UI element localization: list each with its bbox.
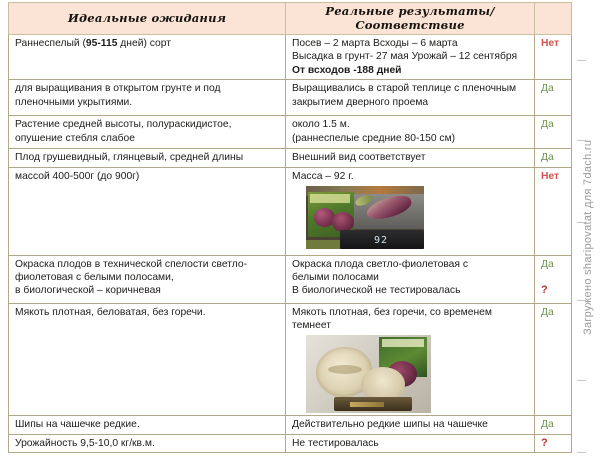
cell-real: Внешний вид соответствует xyxy=(286,149,535,167)
real-line: Выращивались в старой теплице с пленочным xyxy=(292,83,517,95)
cell-status xyxy=(535,35,572,80)
table-row xyxy=(9,255,572,303)
ideal-line: Окраска плодов в технической спелости светло- xyxy=(15,258,248,270)
ideal-line: в биологической – коричневая xyxy=(15,285,161,297)
status-badge: Нет xyxy=(541,170,560,182)
real-line: закрытием дверного проема xyxy=(292,96,429,108)
status-badge: Да xyxy=(541,306,554,318)
ideal-line: Растение средней высоты, полураскидистое, xyxy=(15,119,232,131)
table-row xyxy=(9,149,572,167)
ideal-line: пленочными укрытиями. xyxy=(15,96,133,108)
eggplants-on-scale-photo xyxy=(306,186,424,249)
knife-blade-highlight xyxy=(350,402,384,407)
cell-real xyxy=(286,255,535,303)
real-line: темнеет xyxy=(292,320,331,332)
column-header-ideal: Идеальные ожидания xyxy=(9,3,286,35)
cell-ideal: Плод грушевидный, глянцевый, средней длины xyxy=(9,149,286,167)
real-line: Окраска плода светло-фиолетовая с xyxy=(292,258,468,270)
real-line: В биологической не тестировалась xyxy=(292,285,461,297)
real-line: белыми полосами xyxy=(292,272,379,284)
ideal-line: для выращивания в открытом грунте и под xyxy=(15,83,221,95)
table-header-row xyxy=(9,3,572,35)
photo-wrapper xyxy=(306,335,529,413)
cell-ideal xyxy=(9,116,286,149)
cell-real xyxy=(286,167,535,255)
column-header-status xyxy=(535,3,572,35)
ideal-text-part2: дней) сорт xyxy=(117,38,171,49)
cell-ideal xyxy=(9,35,286,80)
cut-eggplant-flesh-photo xyxy=(306,335,431,413)
real-line-emphasis: От всходов -188 дней xyxy=(292,64,402,76)
cell-status xyxy=(535,434,572,452)
cell-ideal: Мякоть плотная, беловатая, без горечи. xyxy=(9,303,286,416)
status-badge: Да xyxy=(541,119,554,131)
real-line: Мякоть плотная, без горечи, со временем xyxy=(292,306,492,318)
cell-status xyxy=(535,116,572,149)
ideal-text-bold: 95-115 xyxy=(85,38,118,49)
cell-status xyxy=(535,80,572,116)
status-badge: Нет xyxy=(541,38,560,49)
real-line: Масса – 92 г. xyxy=(292,170,354,182)
cell-real xyxy=(286,35,535,80)
seed-packet-label xyxy=(310,194,350,203)
cell-ideal xyxy=(9,255,286,303)
status-badge: Да xyxy=(541,83,554,95)
cell-real: Действительно редкие шипы на чашечке xyxy=(286,416,535,434)
cell-status xyxy=(535,416,572,434)
table-row xyxy=(9,80,572,116)
table-row xyxy=(9,116,572,149)
cell-ideal: массой 400-500г (до 900г) xyxy=(9,167,286,255)
status-badge: Да xyxy=(541,419,554,431)
photo-foreground-edge xyxy=(306,240,340,249)
column-header-real: Реальные результаты/Соответствие xyxy=(286,3,535,35)
cell-real: Не тестировалась xyxy=(286,434,535,452)
table-row xyxy=(9,416,572,434)
cell-status xyxy=(535,255,572,303)
table-row xyxy=(9,35,572,80)
cell-status xyxy=(535,149,572,167)
ideal-text-part: Раннеспелый ( xyxy=(15,38,86,49)
cell-ideal: Урожайность 9,5-10,0 кг/кв.м. xyxy=(9,434,286,452)
table-row xyxy=(9,434,572,452)
cell-real xyxy=(286,80,535,116)
photo-wrapper xyxy=(306,186,529,249)
table-row xyxy=(9,303,572,416)
ideal-line: фиолетовая с белыми полосами, xyxy=(15,272,174,284)
cell-status xyxy=(535,167,572,255)
real-line: Посев – 2 марта Всходы – 6 марта xyxy=(292,38,458,49)
watermark: Загружено sharipovatat для 7dach.ru xyxy=(582,139,594,336)
scale-readout: 92 xyxy=(373,235,389,247)
eggplant-small-2 xyxy=(332,212,354,232)
eggplant-half-small xyxy=(361,367,405,401)
seed-cluster xyxy=(328,365,362,374)
seed-packet-label xyxy=(382,339,424,347)
comparison-table xyxy=(8,2,572,453)
cell-real xyxy=(286,116,535,149)
status-badge: Да xyxy=(541,258,554,270)
ideal-line: опушение стебля слабое xyxy=(15,132,135,144)
cell-ideal xyxy=(9,80,286,116)
table-row xyxy=(9,167,572,255)
real-line: около 1.5 м. xyxy=(292,119,350,131)
real-line: (раннеспелые средние 80-150 см) xyxy=(292,132,456,144)
status-badge-secondary: ? xyxy=(541,284,548,297)
cell-ideal: Шипы на чашечке редкие. xyxy=(9,416,286,434)
status-badge: Да xyxy=(541,152,554,164)
real-line: Высадка в грунт- 27 мая Урожай – 12 сентября xyxy=(292,51,518,63)
cell-real xyxy=(286,303,535,416)
status-badge: ? xyxy=(541,436,548,449)
cell-status xyxy=(535,303,572,416)
